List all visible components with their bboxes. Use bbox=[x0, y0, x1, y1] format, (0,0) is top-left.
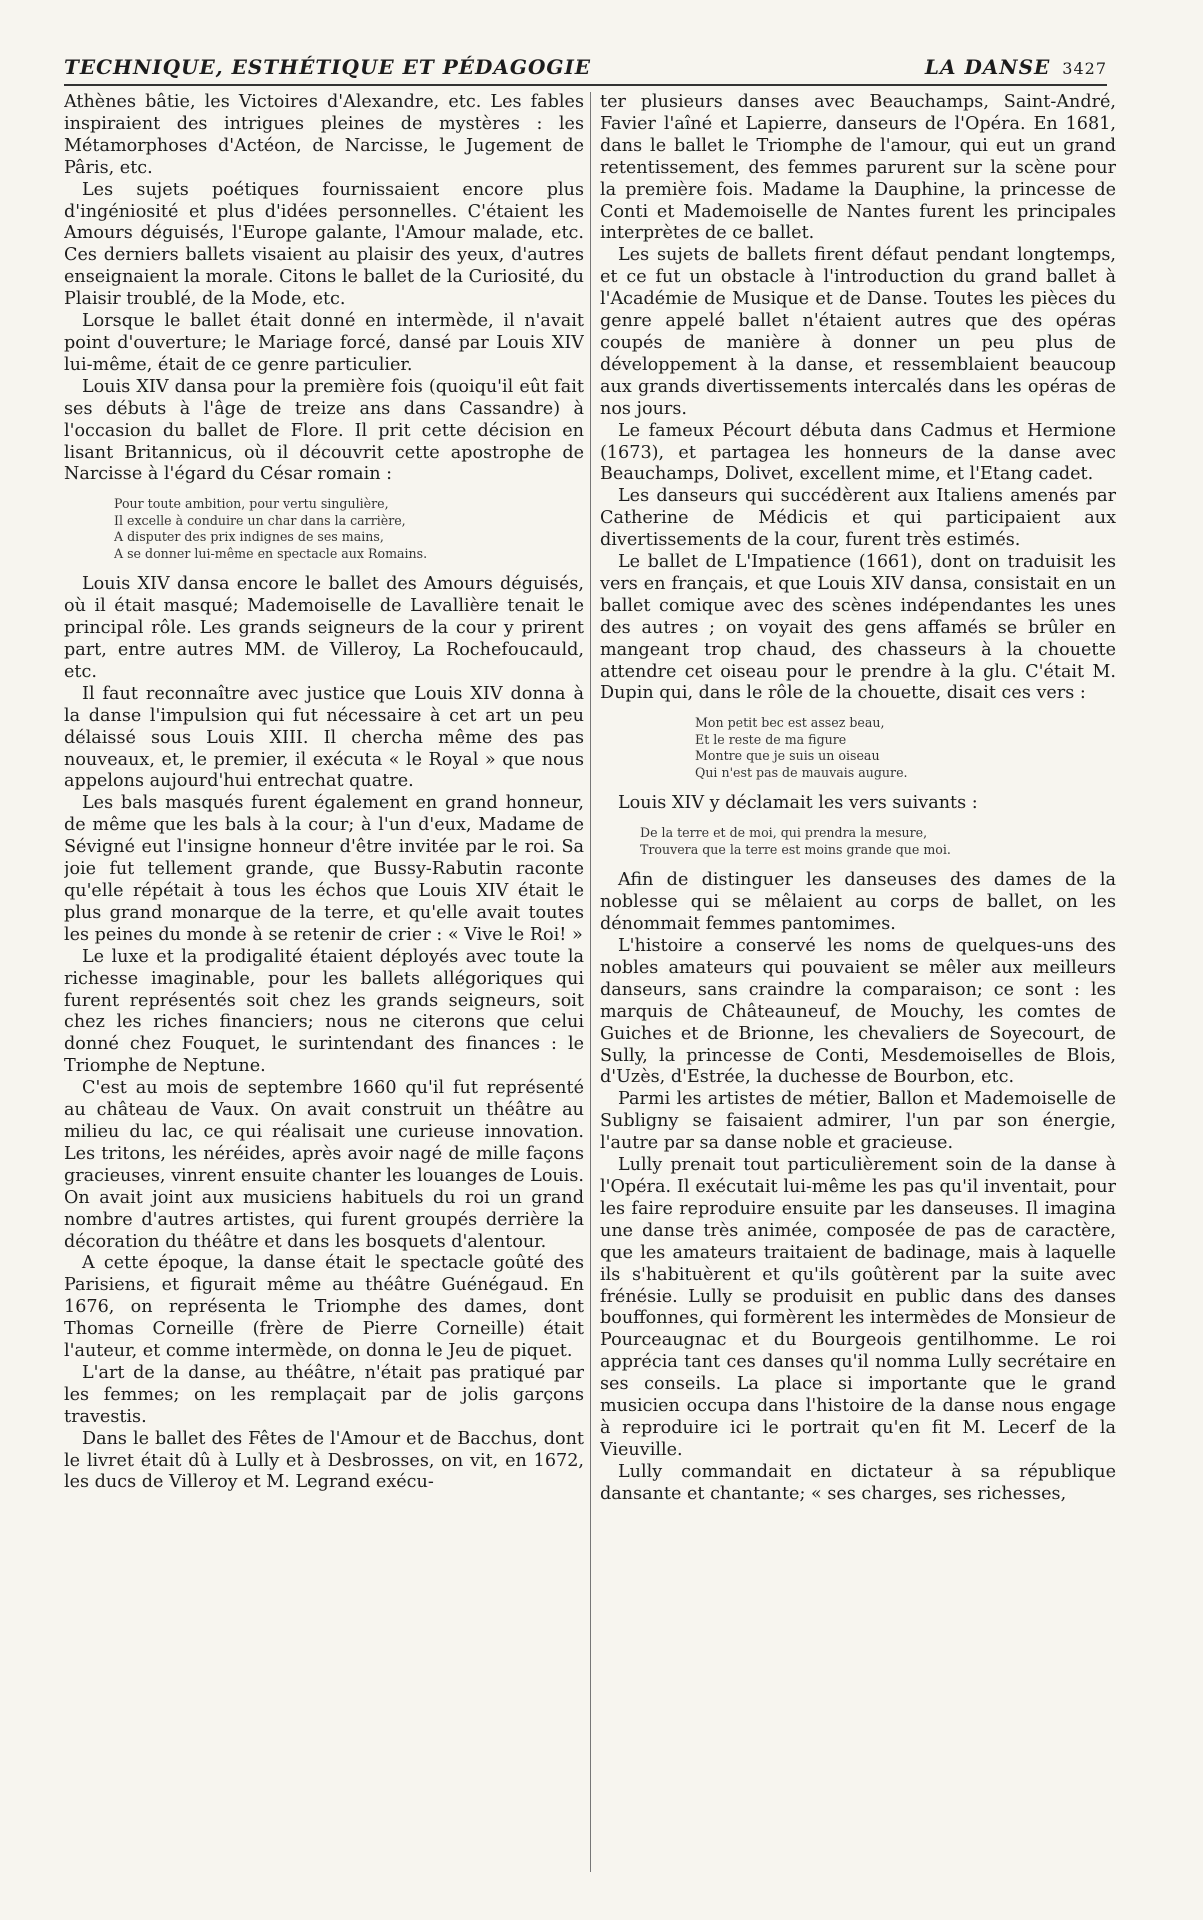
paragraph: Les sujets poétiques fournissaient encore plus d'ingéniosité et plus d'idées personnelles. C'étaient les Amours déguisés, l'Europe galante, l'Amour malade, etc. Ces derniers ballets visaient au plaisir des yeux, d'autres enseignaient la morale. Citons le ballet de la Curiosité, du Plaisir troublé, de la Mode, etc. bbox=[64, 179, 584, 310]
paragraph: Le luxe et la prodigalité étaient déployés avec toute la richesse imaginable, pour les ballets allégoriques qui furent représentés soit chez les grands seigneurs, soit chez les riches financiers; nous ne citerons que celui donné chez Fouquet, le surintendant des finances : le Triomphe de Neptune. bbox=[64, 946, 584, 1077]
verse-line: Trouvera que la terre est moins grande que moi. bbox=[640, 841, 951, 857]
verse-line: De la terre et de moi, qui prendra la mesure, bbox=[640, 825, 928, 841]
verse-line: Qui n'est pas de mauvais augure. bbox=[695, 764, 908, 780]
verse-line: A se donner lui-même en spectacle aux Romains. bbox=[114, 545, 428, 561]
verse-quote bbox=[114, 496, 584, 562]
verse-line: A disputer des prix indignes de ses mains, bbox=[114, 529, 384, 545]
paragraph: Les sujets de ballets firent défaut pendant longtemps, et ce fut un obstacle à l'introduction du grand ballet à l'Académie de Musique et de Danse. Toutes les pièces du genre appelé ballet n'étaient autres que des opéras coupés de manière à donner un peu plus de développement à la danse, et ressemblaient beaucoup aux grands divertissements intercalés dans les opéras de nos jours. bbox=[600, 245, 1116, 419]
paragraph: Les danseurs qui succédèrent aux Italiens amenés par Catherine de Médicis et qui participaient aux divertissements de la cour, furent très estimés. bbox=[600, 486, 1116, 551]
column-divider bbox=[590, 92, 591, 1872]
page-number: 3427 bbox=[1062, 59, 1107, 78]
paragraph: Les bals masqués furent également en grand honneur, de même que les bals à la cour; à l'un d'eux, Madame de Sévigné eut l'insigne honneur d'être invitée par le roi. Sa joie fut tellement grande, que Bussy-Rabutin raconte qu'elle répétait à tous les échos que Louis XIV était le plus grand monarque de la terre, et qu'elle avait toutes les peines du monde à se retenir de crier : « Vive le Roi! » bbox=[64, 793, 584, 945]
paragraph: Athènes bâtie, les Victoires d'Alexandre, etc. Les fables inspiraient des intrigues pleines de mystères : les Métamorphoses d'Actéon, de Narcisse, le Jugement de Pâris, etc. bbox=[64, 92, 584, 178]
paragraph: ter plusieurs danses avec Beauchamps, Saint-André, Favier l'aîné et Lapierre, danseurs de l'Opéra. En 1681, dans le ballet le Triomphe de l'amour, qui eut un grand retentissement, des femmes parurent sur la scène pour la première fois. Madame la Dauphine, la princesse de Conti et Mademoiselle de Nantes furent les principales interprètes de ce ballet. bbox=[600, 92, 1116, 244]
paragraph: Il faut reconnaître avec justice que Louis XIV donna à la danse l'impulsion qui fut nécessaire à cet art un peu délaissé sous Louis XIII. Il chercha même des pas nouveaux, et, le premier, il exécuta « le Royal » que nous appelons aujourd'hui entrechat quatre. bbox=[64, 683, 584, 792]
verse-line: Pour toute ambition, pour vertu singulière, bbox=[114, 496, 389, 512]
paragraph: Parmi les artistes de métier, Ballon et Mademoiselle de Subligny se faisaient admirer, l'un par son énergie, l'autre par sa danse noble et gracieuse. bbox=[600, 1089, 1116, 1154]
section-title: TECHNIQUE, ESTHÉTIQUE ET PÉDAGOGIE bbox=[64, 55, 592, 79]
paragraph: Afin de distinguer les danseuses des dames de la noblesse qui se mêlaient au corps de ballet, on les dénommait femmes pantomimes. bbox=[600, 870, 1116, 935]
verse-line: Il excelle à conduire un char dans la carrière, bbox=[114, 512, 406, 528]
paragraph: A cette époque, la danse était le spectacle goûté des Parisiens, et figurait même au théâtre Guénégaud. En 1676, on représenta le Triomphe des dames, dont Thomas Corneille (frère de Pierre Corneille) était l'auteur, et comme intermède, on donna le Jeu de piquet. bbox=[64, 1253, 584, 1362]
paragraph: Lully commandait en dictateur à sa république dansante et chantante; « ses charges, ses richesses, bbox=[600, 1461, 1116, 1504]
verse-line: Et le reste de ma figure bbox=[695, 731, 847, 747]
verse-line: Montre que je suis un oiseau bbox=[695, 748, 880, 764]
paragraph: Louis XIV dansa pour la première fois (quoiqu'il eût fait ses débuts à l'âge de treize ans dans Cassandre) à l'occasion du ballet de Flore. Il prit cette décision en lisant Britannicus, où il découvrit cette apostrophe de Narcisse à l'égard du César romain : bbox=[64, 376, 584, 485]
verse-line: Mon petit bec est assez beau, bbox=[695, 715, 885, 731]
paragraph: Le ballet de L'Impatience (1661), dont on traduisit les vers en français, et que Louis XIV dansa, consistait en un ballet comique avec des scènes indépendantes les unes des autres ; on voyait des gens affamés se brûler en mangeant trop chaud, des chasseurs à la chouette attendre cet oiseau pour le prendre à la glu. C'était M. Dupin qui, dans le rôle de la chouette, disait ces vers : bbox=[600, 552, 1116, 704]
right-column bbox=[600, 92, 1116, 1880]
paragraph: C'est au mois de septembre 1660 qu'il fut représenté au château de Vaux. On avait construit un théâtre au milieu du lac, ce qui réalisait une curieuse innovation. Les tritons, les néréides, après avoir nagé de mille façons gracieuses, vinrent ensuite chanter les louanges de Louis. On avait joint aux musiciens habituels du roi un grand nombre d'autres artistes, qui furent groupés derrière la décoration du théâtre et dans les bosquets d'alentour. bbox=[64, 1078, 584, 1252]
left-column bbox=[64, 92, 584, 1880]
paragraph: Lully prenait tout particulièrement soin de la danse à l'Opéra. Il exécutait lui-même les pas qu'il inventait, pour les faire reproduire ensuite par les danseuses. Il imagina une danse très animée, composée de pas de caractère, que les amateurs traitaient de badinage, mais à laquelle ils s'habituèrent et qu'ils goûtèrent par la suite avec frénésie. Lully se produisit en public dans des danses bouffonnes, qui formèrent les intermèdes de Monsieur de Pourceaugnac et du Bourgeois gentilhomme. Le roi apprécia tant ces danses qu'il nomma Lully secrétaire en ses conseils. La place si importante que le grand musicien occupa dans l'histoire de la danse nous engage à reproduire ici le portrait qu'en fit M. Lecerf de la Vieuville. bbox=[600, 1155, 1116, 1460]
journal-name: LA DANSE bbox=[924, 55, 1051, 79]
verse-quote bbox=[695, 715, 1116, 781]
running-header bbox=[64, 50, 1107, 86]
journal-title bbox=[925, 55, 1107, 79]
paragraph: Louis XIV y déclamait les vers suivants : bbox=[618, 793, 978, 814]
paragraph: Dans le ballet des Fêtes de l'Amour et de Bacchus, dont le livret était dû à Lully et à Desbrosses, on vit, en 1672, les ducs de Villeroy et M. Legrand exécu- bbox=[64, 1428, 584, 1493]
paragraph: L'art de la danse, au théâtre, n'était pas pratiqué par les femmes; on les remplaçait par de jolis garçons travestis. bbox=[64, 1362, 584, 1427]
paragraph: Lorsque le ballet était donné en intermède, il n'avait point d'ouverture; le Mariage forcé, dansé par Louis XIV lui-même, était de ce genre particulier. bbox=[64, 311, 584, 375]
paragraph: Louis XIV dansa encore le ballet des Amours déguisés, où il était masqué; Mademoiselle de Lavallière tenait le principal rôle. Les grands seigneurs de la cour y prirent part, entre autres MM. de Villeroy, La Rochefoucauld, etc. bbox=[64, 574, 584, 682]
verse-quote bbox=[640, 825, 1116, 858]
paragraph: Le fameux Pécourt débuta dans Cadmus et Hermione (1673), et partagea les honneurs de la danse avec Beauchamps, Dolivet, excellent mime, et l'Etang cadet. bbox=[600, 420, 1116, 485]
paragraph: L'histoire a conservé les noms de quelques-uns des nobles amateurs qui pouvaient se mêler aux meilleurs danseurs, sans craindre la comparaison; ce sont : les marquis de Châteauneuf, de Mouchy, les comtes de Guiches et de Brionne, les chevaliers de Soyecourt, de Sully, la princesse de Conti, Mesdemoiselles de Blois, d'Uzès, d'Estrée, la duchesse de Bourbon, etc. bbox=[600, 936, 1116, 1088]
